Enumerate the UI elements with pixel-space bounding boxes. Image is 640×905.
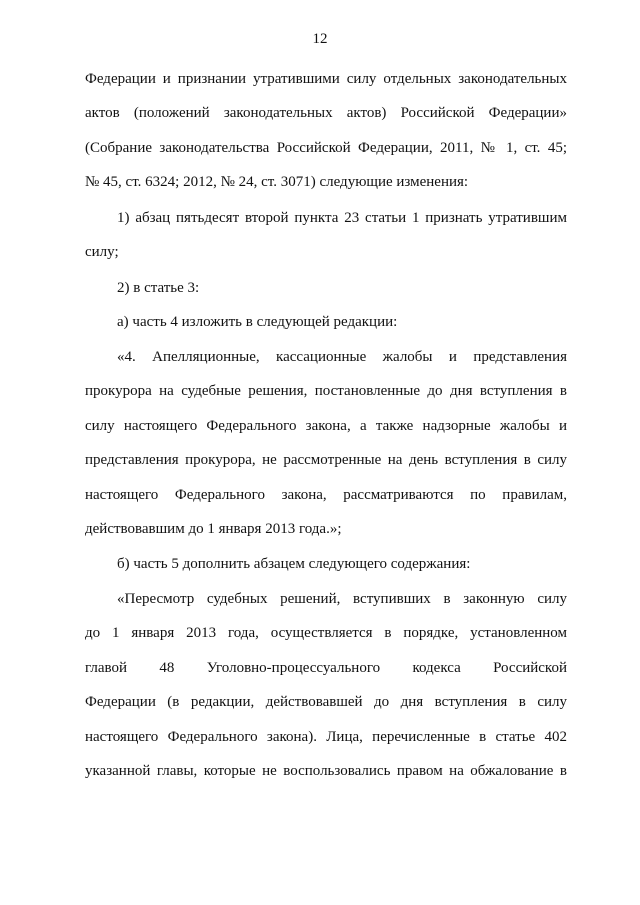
text-line: представления прокурора, не рассмотренные на день вступления в силу	[85, 452, 567, 468]
text-line: актов (положений законодательных актов) Российской Федерации»	[85, 105, 567, 121]
text-line: указанной главы, которые не воспользовались правом на обжалование в	[85, 763, 567, 779]
text-line: № 45, ст. 6324; 2012, № 24, ст. 3071) следующие изменения:	[85, 174, 469, 190]
text-line: 2) в статье 3:	[117, 280, 200, 296]
text-line: (Собрание законодательства Российской Федерации, 2011, № 1, ст. 45;	[85, 140, 567, 156]
text-line: Федерации и признании утратившими силу отдельных законодательных	[85, 71, 567, 87]
text-line: действовавшим до 1 января 2013 года.»;	[85, 521, 342, 537]
page-number: 12	[312, 31, 328, 47]
text-line: «4. Апелляционные, кассационные жалобы и представления	[117, 349, 567, 365]
text-line: прокурора на судебные решения, постановленные до дня вступления в	[85, 383, 567, 399]
text-line: 1) абзац пятьдесят второй пункта 23 статьи 1 признать утратившим	[117, 210, 567, 226]
text-line: силу;	[85, 244, 119, 260]
text-line: главой 48 Уголовно-процессуального кодекса Российской	[85, 660, 567, 676]
text-line: а) часть 4 изложить в следующей редакции:	[117, 314, 398, 330]
text-line: Федерации (в редакции, действовавшей до дня вступления в силу	[85, 694, 567, 710]
text-line: силу настоящего Федерального закона, а также надзорные жалобы и	[85, 418, 567, 434]
text-line: до 1 января 2013 года, осуществляется в порядке, установленном	[85, 625, 567, 641]
text-line: «Пересмотр судебных решений, вступивших в законную силу	[117, 591, 567, 607]
text-line: настоящего Федерального закона). Лица, перечисленные в статье 402	[85, 729, 567, 745]
text-line: настоящего Федерального закона, рассматриваются по правилам,	[85, 487, 567, 503]
text-line: б) часть 5 дополнить абзацем следующего содержания:	[117, 556, 471, 572]
